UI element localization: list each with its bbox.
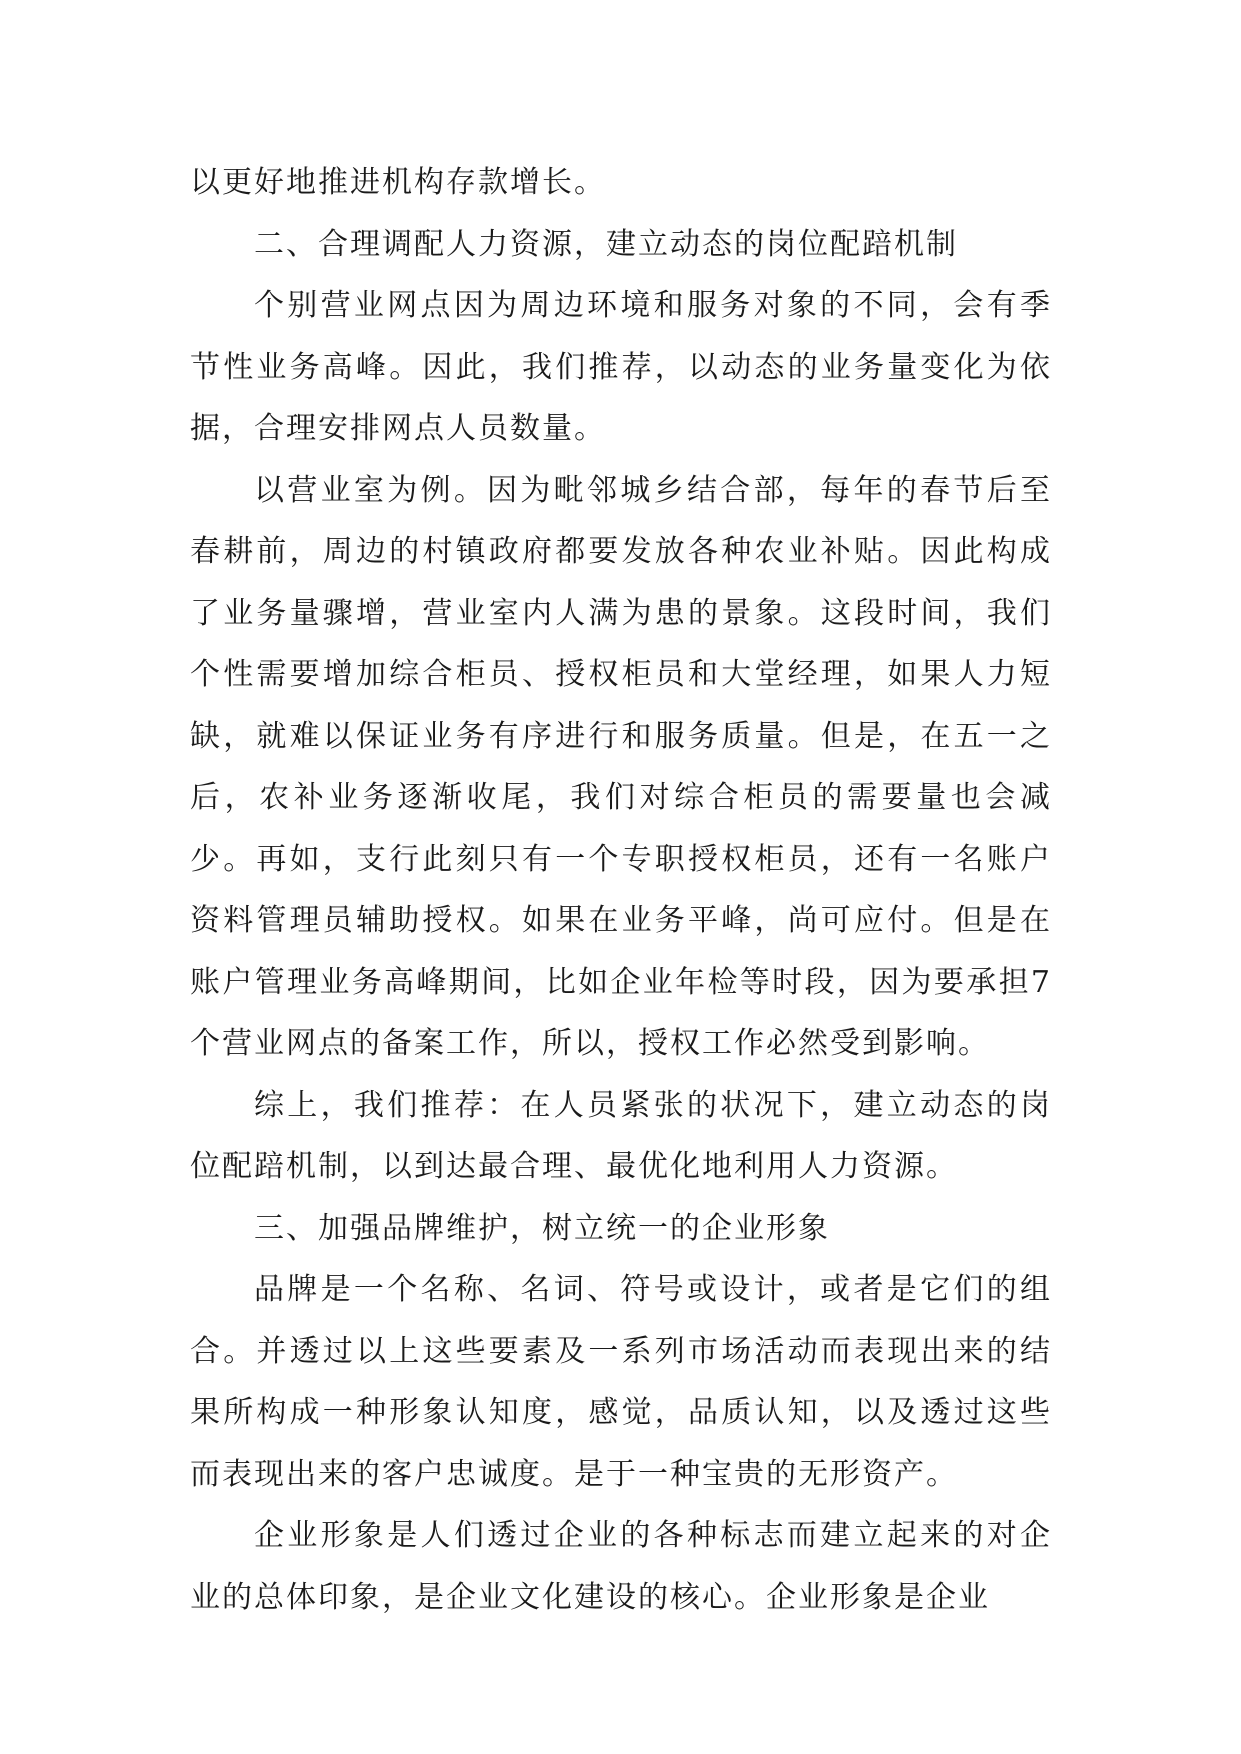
section-heading-3: 三、加强品牌维护，树立统一的企业形象 [254,1210,830,1246]
paragraph: 品牌是一个名称、名词、符号或设计，或者是它们的组合。并透过以上这些要素及一系列市场活动而表现出来的结果所构成一种形象认知度，感觉，品质认知，以及透过这些而表现出来的客户忠诚度。是于一种宝贵的无形资产。 [190,1272,1052,1492]
paragraph: 个别营业网点因为周边环境和服务对象的不同，会有季节性业务高峰。因此，我们推荐，以动态的业务量变化为依据，合理安排网点人员数量。 [190,288,1052,446]
paragraph-continuation: 以更好地推进机构存款增长。 [190,165,606,200]
paragraph: 企业形象是人们透过企业的各种标志而建立起来的对企业的总体印象，是企业文化建设的核心。企业形象是企业 [190,1518,1052,1615]
section-heading-2: 二、合理调配人力资源，建立动态的岗位配踣机制 [254,226,958,262]
document-body [190,152,1052,1628]
paragraph: 综上，我们推荐：在人员紧张的状况下，建立动态的岗位配踣机制，以到达最合理、最优化地利用人力资源。 [190,1087,1052,1184]
paragraph: 以营业室为例。因为毗邻城乡结合部，每年的春节后至春耕前，周边的村镇政府都要发放各种农业补贴。因此构成了业务量骤增，营业室内人满为患的景象。这段时间，我们个性需要增加综合柜员、授权柜员和大堂经理，如果人力短缺，就难以保证业务有序进行和服务质量。但是，在五一之后，农补业务逐渐收尾，我们对综合柜员的需要量也会减少。再如，支行此刻只有一个专职授权柜员，还有一名账户资料管理员辅助授权。如果在业务平峰，尚可应付。但是在账户管理业务高峰期间，比如企业年检等时段，因为要承担7个营业网点的备案工作，所以，授权工作必然受到影响。 [190,472,1052,1061]
